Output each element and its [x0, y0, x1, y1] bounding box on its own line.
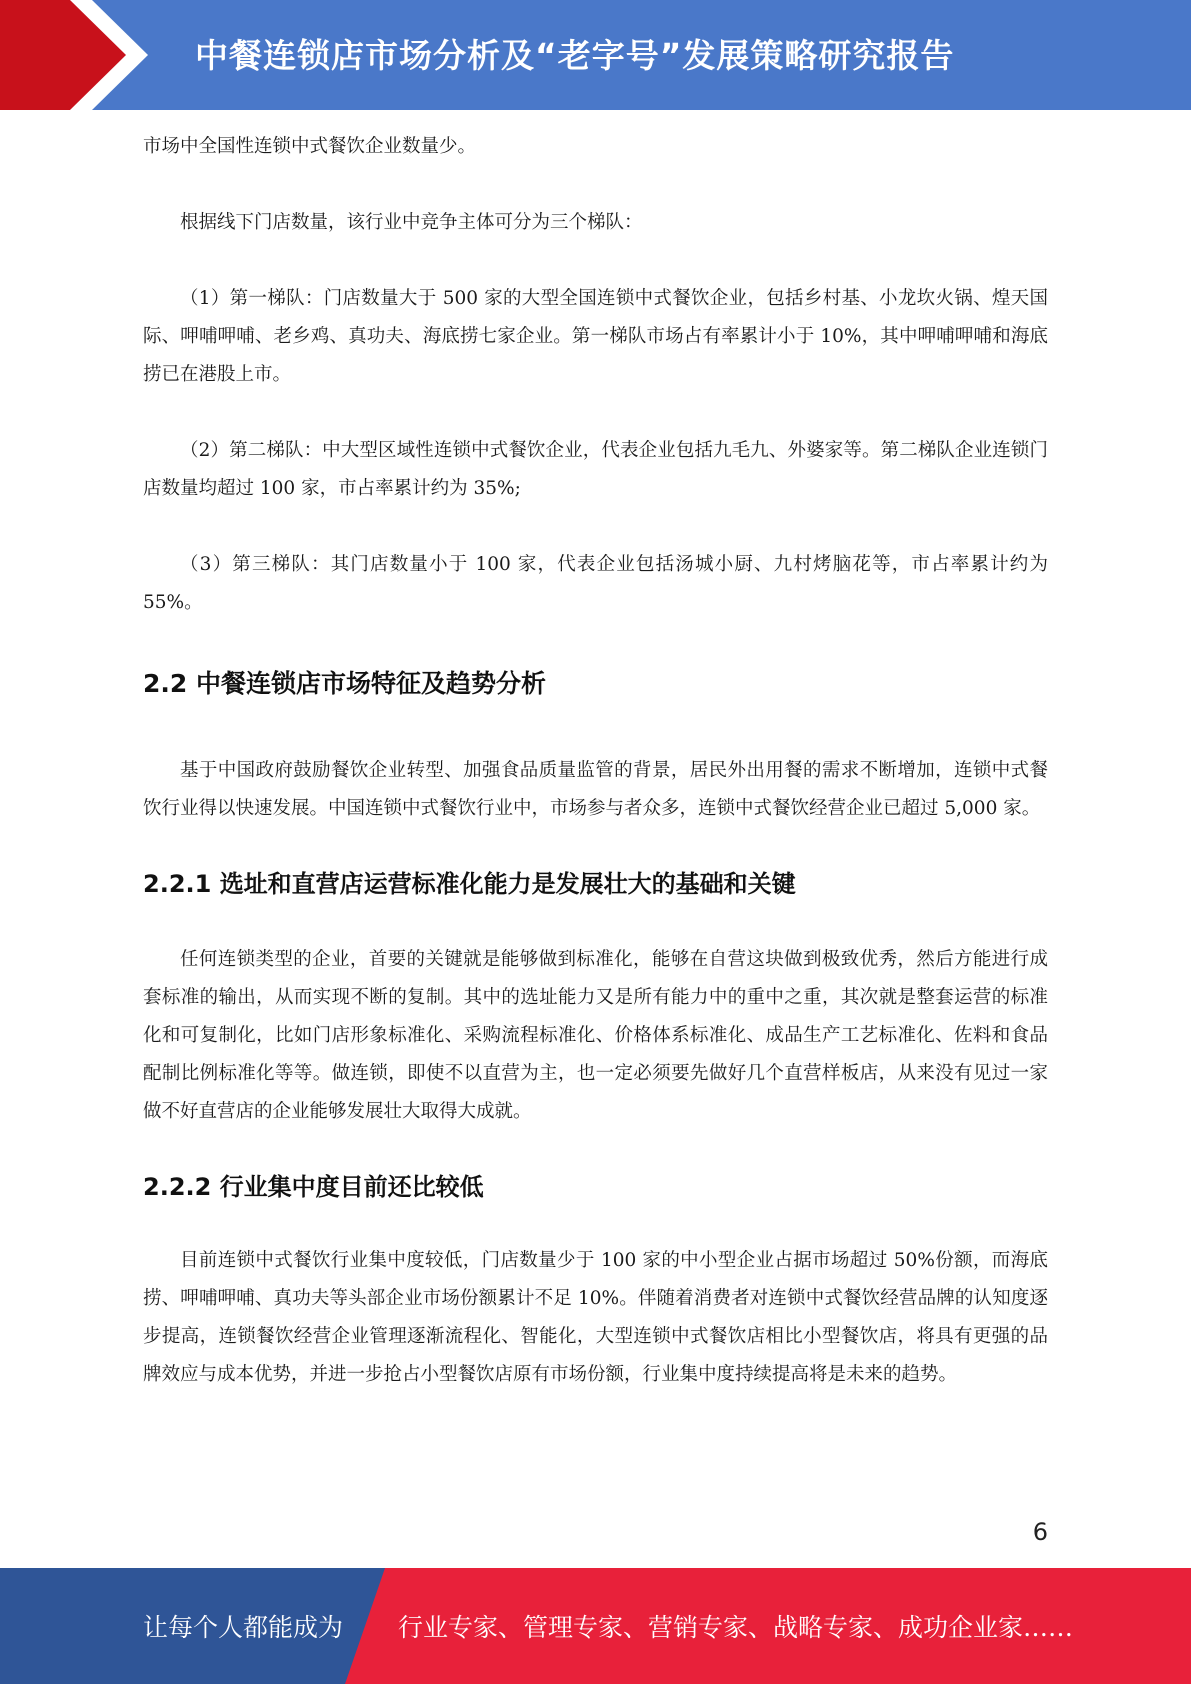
- footer-slogan-right: 行业专家、管理专家、营销专家、战略专家、成功企业家……: [398, 1613, 1074, 1642]
- paragraph-tier-1: （1）第一梯队：门店数量大于 500 家的大型全国连锁中式餐饮企业，包括乡村基、小龙坎火锅、煌天国际、呷哺呷哺、老乡鸡、真功夫、海底捞七家企业。第一梯队市场占有率累计小于 10%，其中呷哺呷哺和海底捞已在港股上市。: [143, 288, 1048, 385]
- report-title: 中餐连锁店市场分析及“老字号”发展策略研究报告: [195, 36, 955, 75]
- footer-slogan-left: 让每个人都能成为: [143, 1613, 344, 1642]
- paragraph-tier-2: （2）第二梯队：中大型区域性连锁中式餐饮企业，代表企业包括九毛九、外婆家等。第二梯队企业连锁门店数量均超过 100 家，市占率累计约为 35%;: [143, 440, 1048, 499]
- section-heading-2-2: 2.2 中餐连锁店市场特征及趋势分析: [143, 669, 546, 698]
- paragraph-concentration: 目前连锁中式餐饮行业集中度较低，门店数量少于 100 家的中小型企业占据市场超过 50%份额，而海底捞、呷哺呷哺、真功夫等头部企业市场份额累计不足 10%。伴随着消费者对连锁中式餐饮经营品牌的认知度逐步提高，连锁餐饮经营企业管理逐渐流程化、智能化，大型连锁中式餐饮店相比小型餐饮店，将具有更强的品牌效应与成本优势，并进一步抢占小型餐饮店原有市场份额，行业集中度持续提高将是未来的趋势。: [143, 1250, 1048, 1385]
- paragraph-tier-3: （3）第三梯队：其门店数量小于 100 家，代表企业包括汤城小厨、九村烤脑花等，市占率累计约为 55%。: [143, 554, 1048, 613]
- header-band: [0, 0, 1191, 110]
- page-content: [143, 128, 1048, 1394]
- section-heading-2-2-1: 2.2.1 选址和直营店运营标准化能力是发展壮大的基础和关键: [143, 870, 796, 898]
- header-chevron-icon: [0, 0, 160, 110]
- section-heading-2-2-2: 2.2.2 行业集中度目前还比较低: [143, 1173, 484, 1201]
- page-number: 6: [1032, 1518, 1048, 1546]
- paragraph-standardization: 任何连锁类型的企业，首要的关键就是能够做到标准化，能够在自营这块做到极致优秀，然后方能进行成套标准的输出，从而实现不断的复制。其中的选址能力又是所有能力中的重中之重，其次就是整套运营的标准化和可复制化，比如门店形象标准化、采购流程标准化、价格体系标准化、成品生产工艺标准化、佐料和食品配制比例标准化等等。做连锁，即使不以直营为主，也一定必须要先做好几个直营样板店，从来没有见过一家做不好直营店的企业能够发展壮大取得大成就。: [143, 949, 1048, 1122]
- footer-band: [0, 1568, 1191, 1684]
- paragraph-market-background: 基于中国政府鼓励餐饮企业转型、加强食品质量监管的背景，居民外出用餐的需求不断增加，连锁中式餐饮行业得以快速发展。中国连锁中式餐饮行业中，市场参与者众多，连锁中式餐饮经营企业已超过 5,000 家。: [143, 760, 1048, 819]
- paragraph-intro: 市场中全国性连锁中式餐饮企业数量少。: [143, 136, 477, 157]
- paragraph-tiers-intro: 根据线下门店数量，该行业中竞争主体可分为三个梯队：: [180, 212, 643, 233]
